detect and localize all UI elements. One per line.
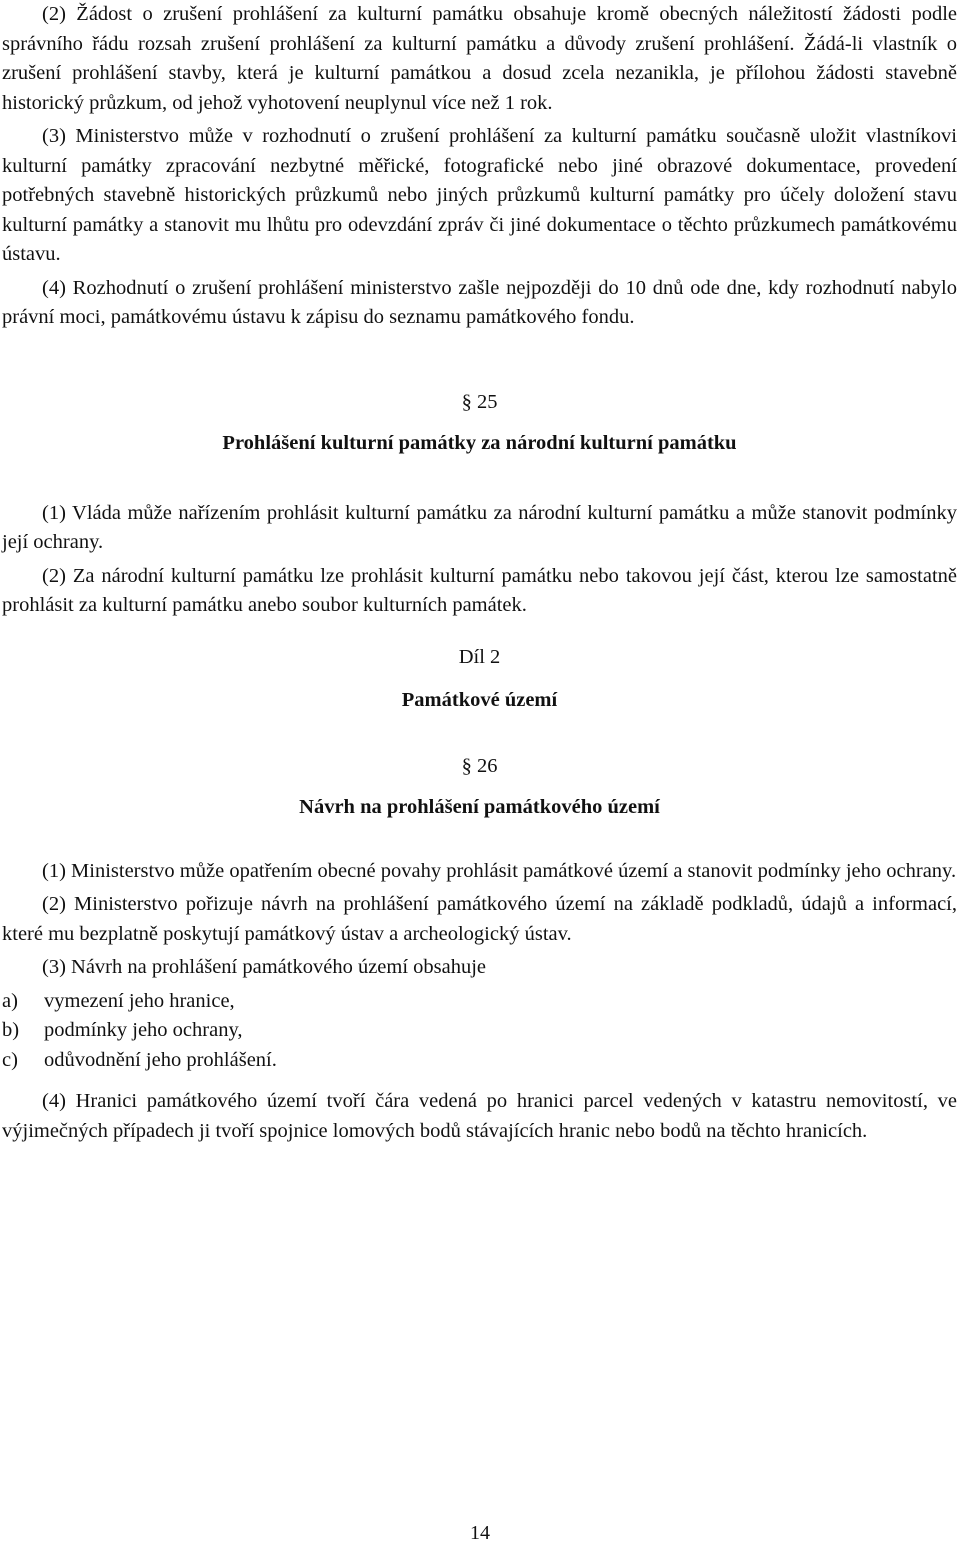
paragraph-3: (3) Ministerstvo může v rozhodnutí o zrušení prohlášení za kulturní památku současně uložit vlastníkovi kulturní památky zpracování nezbytné měřické, fotografické nebo jiné obrazové dokumentace, provedení potřebných stavebně historických průzkumů nebo jiných průzkumů kulturní památky pro účely doložení stavu kulturní památky a stanovit mu lhůtu pro odevzdání zpráv či jiné dokumentace o těchto průzkumech památkovému ústavu.	[2, 125, 957, 265]
section-26-paragraph-1: (1) Ministerstvo může opatřením obecné povahy prohlásit památkové území a stanovit podmínky jeho ochrany.	[42, 859, 957, 882]
section-26-paragraph-3: (3) Návrh na prohlášení památkového území obsahuje	[42, 956, 487, 978]
list-item-label: c)	[2, 1048, 18, 1071]
section-25-paragraph-2: (2) Za národní kulturní památku lze prohlásit kulturní památku nebo takovou její část, kterou lze samostatně prohlásit za kulturní památku anebo soubor kulturních památek.	[2, 564, 957, 616]
list-item-text: podmínky jeho ochrany,	[44, 1019, 243, 1041]
part-2-title: Památkové území	[401, 689, 558, 711]
section-25-paragraph-1: (1) Vláda může nařízením prohlásit kulturní památku za národní kulturní památku a může stanovit podmínky její ochrany.	[2, 501, 957, 553]
list-item-text: vymezení jeho hranice,	[44, 989, 235, 1012]
list-item-label: b)	[2, 1019, 20, 1041]
section-26-title: Návrh na prohlášení památkového území	[299, 796, 660, 818]
part-2-label: Díl 2	[458, 645, 501, 668]
section-26-paragraph-4: (4) Hranici památkového území tvoří čára vedená po hranici parcel vedených v katastru nemovitostí, ve výjimečných případech ji tvoří spojnice lomových bodů stávajících hranic nebo bodů na těchto hranicích.	[2, 1090, 957, 1142]
section-26-number: § 26	[461, 754, 498, 777]
paragraph-2: (2) Žádost o zrušení prohlášení za kulturní památku obsahuje kromě obecných náležitostí žádosti podle správního řádu rozsah zrušení prohlášení za kulturní památku a důvody zrušení prohlášení. Žádá-li vlastník o zrušení prohlášení stavby, která je kulturní památkou a dosud zcela nezanikla, je přílohou žádosti stavebně historický průzkum, od jehož vyhotovení neuplynul více než 1 rok.	[2, 3, 957, 114]
list-item	[2, 1046, 957, 1076]
list-item-text: odůvodnění jeho prohlášení.	[44, 1048, 277, 1071]
section-25-title: Prohlášení kulturní památky za národní kulturní památku	[222, 432, 737, 454]
page-number: 14	[470, 1522, 490, 1544]
section-25-number: § 25	[461, 390, 498, 413]
list-item	[2, 987, 957, 1017]
list-item	[2, 1016, 957, 1046]
document-page	[2, 0, 957, 1146]
list-item-label: a)	[2, 989, 18, 1012]
paragraph-4: (4) Rozhodnutí o zrušení prohlášení ministerstvo zašle nejpozději do 10 dnů ode dne, kdy rozhodnutí nabylo právní moci, památkovému ústavu k zápisu do seznamu památkového fondu.	[2, 276, 957, 328]
section-26-paragraph-2: (2) Ministerstvo pořizuje návrh na prohlášení památkového území na základě podkladů, údajů a informací, které mu bezplatně poskytují památkový ústav a archeologický ústav.	[2, 893, 957, 945]
